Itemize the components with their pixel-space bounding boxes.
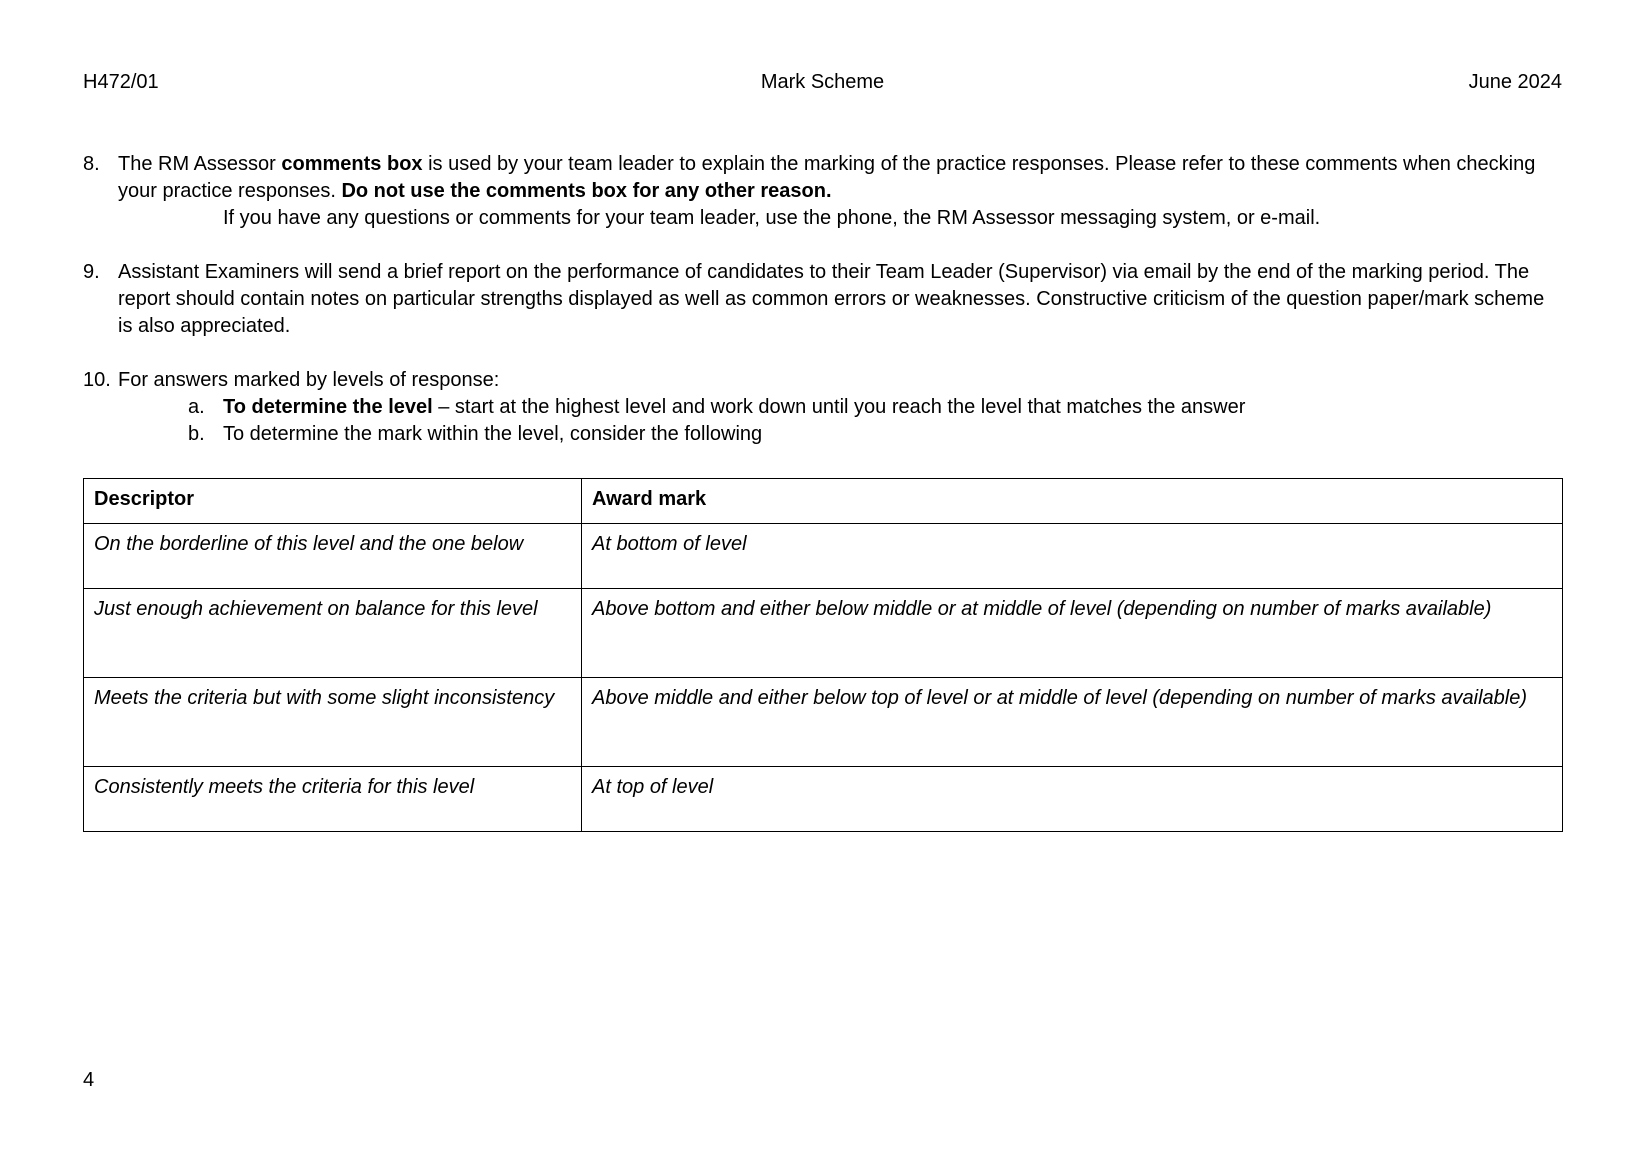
sublist-letter: a.	[188, 396, 205, 418]
page-header	[83, 69, 1562, 96]
table-row	[84, 767, 1563, 832]
sublist-letter: b.	[188, 423, 205, 445]
comments-box-term: comments box	[281, 153, 423, 175]
table-row	[84, 589, 1563, 678]
paper-code: H472/01	[83, 71, 159, 93]
sublist-item-a	[188, 394, 1562, 421]
descriptor-cell: On the borderline of this level and the one below	[84, 524, 582, 589]
award-mark-cell: At bottom of level	[582, 524, 1563, 589]
sublist-text: To determine the level – start at the highest level and work down until you reach the level that matches the answer	[223, 396, 1246, 418]
descriptor-cell: Just enough achievement on balance for this level	[84, 589, 582, 678]
contact-note: If you have any questions or comments for your team leader, use the phone, the RM Assessor messaging system, or e-mail.	[223, 207, 1321, 229]
document-title: Mark Scheme	[760, 71, 885, 93]
exam-date: June 2024	[1468, 71, 1562, 93]
award-mark-cell: Above bottom and either below middle or at middle of level (depending on number of marks available)	[582, 589, 1563, 678]
item-number: 8.	[83, 153, 100, 175]
item-text: Assistant Examiners will send a brief report on the performance of candidates to their Team Leader (Supervisor) via email by the end of the marking period. The report should contain notes on particular strengths displayed as well as common errors or weaknesses. Constructive criticism of the question paper/mark scheme is also appreciated.	[118, 261, 1545, 337]
item-number: 9.	[83, 261, 100, 283]
levels-table	[83, 478, 1563, 832]
instruction-item-8	[83, 151, 1562, 232]
descriptor-cell: Consistently meets the criteria for this level	[84, 767, 582, 832]
comments-box-warning: Do not use the comments box for any other reason.	[341, 180, 832, 202]
table-row	[84, 524, 1563, 589]
page-number: 4	[83, 1069, 95, 1091]
item-text: The RM Assessor comments box is used by your team leader to explain the marking of the practice responses. Please refer to these comments when checking your practice responses. Do not use the comments box for any other reason. If you have any questions or comments for your team leader, use the phone, the RM Assessor messaging system, or e-mail.	[118, 151, 1562, 232]
column-header-award-mark: Award mark	[582, 479, 1563, 524]
sublist-item-b	[188, 421, 1562, 448]
table-header-row	[84, 479, 1563, 524]
column-header-descriptor: Descriptor	[84, 479, 582, 524]
descriptor-cell: Meets the criteria but with some slight inconsistency	[84, 678, 582, 767]
item-number: 10.	[83, 369, 111, 391]
table-row	[84, 678, 1563, 767]
instruction-item-10	[83, 367, 1562, 394]
instruction-item-9	[83, 259, 1562, 340]
award-mark-cell: At top of level	[582, 767, 1563, 832]
item-text: For answers marked by levels of response:	[118, 369, 500, 391]
award-mark-cell: Above middle and either below top of level or at middle of level (depending on number of marks available)	[582, 678, 1563, 767]
levels-sublist	[188, 394, 1562, 448]
sublist-text: To determine the mark within the level, consider the following	[223, 423, 763, 445]
